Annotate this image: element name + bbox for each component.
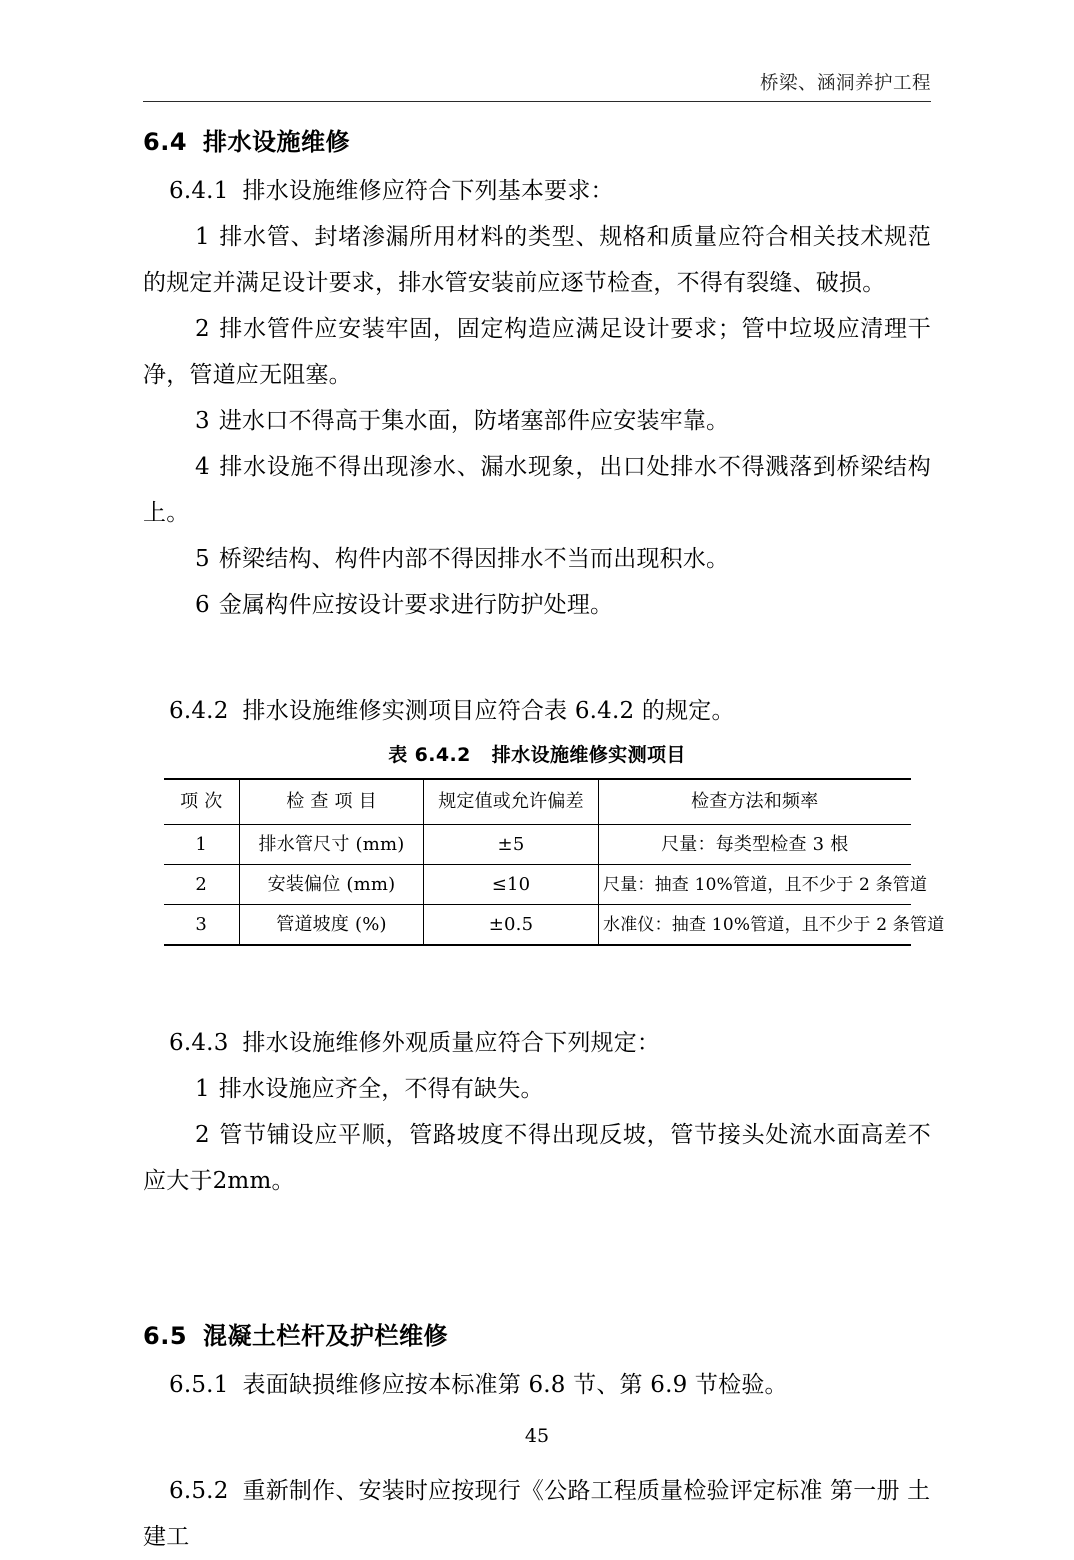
list-item-text: 桥梁结构、构件内部不得因排水不当而出现积水。 — [218, 546, 730, 572]
list-item-text: 排水设施不得出现渗水、漏水现象，出口处排水不得溅落到桥梁结构上。 — [143, 454, 931, 526]
spacer — [143, 628, 931, 688]
list-item — [143, 398, 931, 444]
clause-text-6-4-1: 排水设施维修应符合下列基本要求： — [242, 178, 614, 204]
cell-tolerance: ≤10 — [424, 865, 599, 905]
cell-method: 尺量：抽查 10%管道，且不少于 2 条管道 — [599, 865, 911, 905]
clause-text-6-4-3: 排水设施维修外观质量应符合下列规定： — [242, 1030, 661, 1056]
list-item-number: 1 — [195, 1076, 210, 1102]
list-item-number: 5 — [195, 546, 210, 572]
section-heading-6-5 — [143, 1320, 931, 1352]
spacer — [143, 1278, 931, 1320]
cell-item: 管道坡度 (%) — [240, 905, 424, 946]
column-header-tolerance: 规定值或允许偏差 — [424, 779, 599, 825]
list-item-text: 管节铺设应平顺，管路坡度不得出现反坡，管节接头处流水面高差不应大于2mm。 — [143, 1122, 931, 1194]
table-caption-label: 表 6.4.2 — [388, 744, 471, 766]
spacer — [143, 1204, 931, 1278]
spacer — [143, 946, 931, 1020]
table-caption — [143, 740, 931, 770]
cell-index: 1 — [164, 825, 240, 865]
column-header-item: 检 查 项 目 — [240, 779, 424, 825]
header-rule — [143, 101, 931, 102]
list-item-text: 排水管件应安装牢固，固定构造应满足设计要求；管中垃圾应清理干净，管道应无阻塞。 — [143, 316, 931, 388]
column-header-index: 项 次 — [164, 779, 240, 825]
cell-index: 3 — [164, 905, 240, 946]
cell-method: 尺量：每类型检查 3 根 — [599, 825, 911, 865]
clause-number-6-4-2: 6.4.2 — [169, 698, 229, 724]
clause-number-6-4-1: 6.4.1 — [169, 178, 229, 204]
cell-item: 安装偏位 (mm) — [240, 865, 424, 905]
list-item — [143, 582, 931, 628]
list-item — [143, 214, 931, 306]
cell-item: 排水管尺寸 (mm) — [240, 825, 424, 865]
clause-6-4-3 — [143, 1020, 931, 1066]
list-item — [143, 1112, 931, 1204]
list-item-number: 2 — [195, 1122, 210, 1148]
section-title-6-4: 排水设施维修 — [203, 128, 351, 156]
list-item-number: 4 — [195, 454, 210, 480]
clause-number-6-5-2: 6.5.2 — [169, 1478, 229, 1504]
list-item — [143, 1066, 931, 1112]
section-number-6-4: 6.4 — [143, 128, 188, 156]
cell-method: 水准仪：抽查 10%管道，且不少于 2 条管道 — [599, 905, 911, 946]
table-row — [164, 905, 911, 946]
list-item-number: 6 — [195, 592, 210, 618]
column-header-method: 检查方法和频率 — [599, 779, 911, 825]
list-item — [143, 536, 931, 582]
measured-items-table — [164, 778, 945, 946]
clause-6-4-1 — [143, 168, 931, 214]
section-heading-6-4 — [143, 126, 931, 158]
list-item — [143, 306, 931, 398]
clause-text-6-4-2: 排水设施维修实测项目应符合表 6.4.2 的规定。 — [242, 698, 735, 724]
section-title-6-5: 混凝土栏杆及护栏维修 — [203, 1322, 449, 1350]
page-number: 45 — [524, 1425, 550, 1447]
clause-text-6-5-2: 重新制作、安装时应按现行《公路工程质量检验评定标准 第一册 土建工 — [143, 1478, 931, 1550]
table-caption-title: 排水设施维修实测项目 — [491, 744, 686, 766]
list-item-text: 金属构件应按设计要求进行防护处理。 — [218, 592, 614, 618]
list-item-text: 排水设施应齐全，不得有缺失。 — [218, 1076, 544, 1102]
clause-6-5-1 — [143, 1362, 931, 1408]
list-item-text: 排水管、封堵渗漏所用材料的类型、规格和质量应符合相关技术规范的规定并满足设计要求，排水管安装前应逐节检查，不得有裂缝、破损。 — [143, 224, 931, 296]
table-row — [164, 825, 911, 865]
list-item-number: 1 — [195, 224, 210, 250]
cell-index: 2 — [164, 865, 240, 905]
table-row — [164, 865, 911, 905]
clause-text-6-5-1: 表面缺损维修应按本标准第 6.8 节、第 6.9 节检验。 — [242, 1372, 788, 1398]
list-item — [143, 444, 931, 536]
list-item-number: 2 — [195, 316, 210, 342]
clause-6-4-2 — [143, 688, 931, 734]
table-header-row — [164, 779, 911, 825]
cell-tolerance: ±0.5 — [424, 905, 599, 946]
clause-6-5-2 — [143, 1468, 931, 1560]
clause-number-6-4-3: 6.4.3 — [169, 1030, 229, 1056]
cell-tolerance: ±5 — [424, 825, 599, 865]
list-item-text: 进水口不得高于集水面，防堵塞部件应安装牢靠。 — [218, 408, 730, 434]
page-content — [143, 126, 945, 1560]
list-item-number: 3 — [195, 408, 210, 434]
page-header — [143, 72, 931, 108]
section-number-6-5: 6.5 — [143, 1322, 188, 1350]
running-header-title: 桥梁、涵洞养护工程 — [759, 73, 931, 94]
clause-number-6-5-1: 6.5.1 — [169, 1372, 229, 1398]
